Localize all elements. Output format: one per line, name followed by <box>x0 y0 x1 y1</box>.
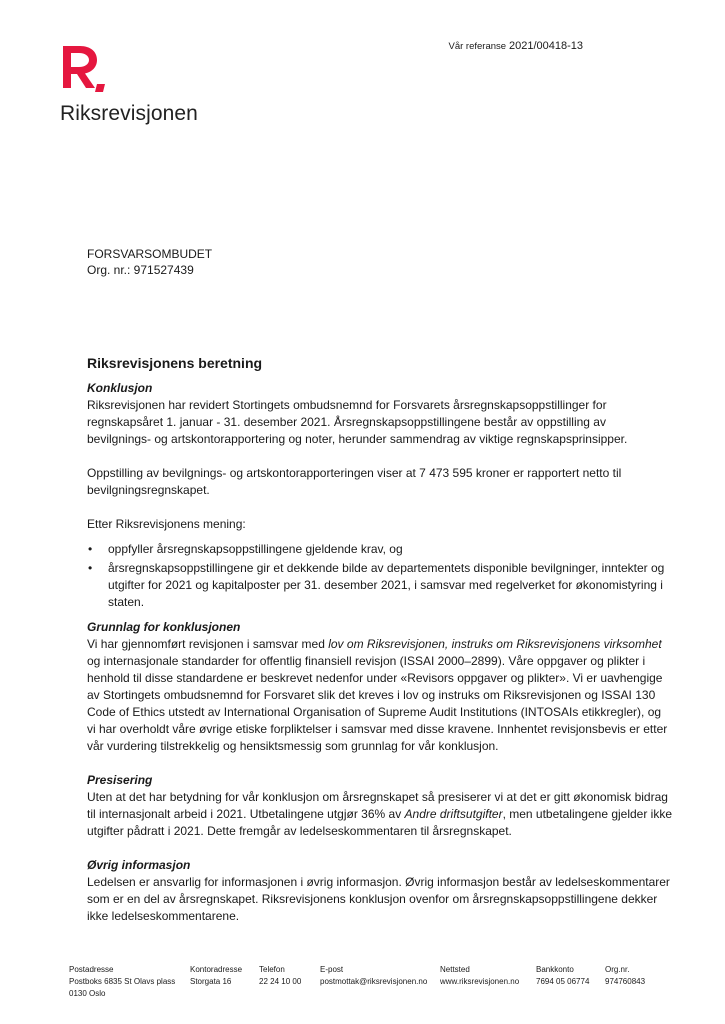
footer-orgnr: Org.nr. 974760843 <box>605 965 646 986</box>
footer-telefon: Telefon 22 24 10 00 <box>259 965 302 986</box>
recipient-org-nr: Org. nr.: 971527439 <box>87 263 194 277</box>
ovrig-paragraph: Ledelsen er ansvarlig for informasjonen i øvrig informasjon. Øvrig informasjon består av ledelseskommentarer som er en del av årsregnskapet. Riksrevisjonens konklusjon ovenfor om årsregnskapsoppstillingene dekker ikke ledelseskommentarene. <box>87 875 670 923</box>
recipient-block <box>87 246 212 278</box>
heading-ovrig-informasjon: Øvrig informasjon <box>87 858 191 872</box>
konklusjon-paragraph-1: Riksrevisjonen har revidert Stortingets ombudsnemnd for Forsvarets årsregnskapsoppstillinger for regnskapsåret 1. januar - 31. desember 2021. Årsregnskapsoppstillingene består av oppstilling av bevilgnings- og artskontorapportering og noter, herunder sammendrag av viktige regnskapsprinsipper. <box>87 398 628 446</box>
presisering-italic-term: Andre driftsutgifter <box>404 807 503 821</box>
footer-nettsted: Nettsted www.riksrevisjonen.no <box>440 965 520 986</box>
presisering-paragraph: Uten at det har betydning for vår konklusjon om årsregnskapet så presiserer vi at det er gitt økonomisk bidrag til internasjonalt arbeid i 2021. Utbetalingene utgjør 36% av Andre driftsutgifter, men utbetalingene gjelder ikke utgifter pådratt i 2021. Dette fremgår av ledelseskommentaren til årsregnskapet. <box>87 790 673 838</box>
footer-epost: E-post postmottak@riksrevisjonen.no <box>320 965 428 986</box>
logo-r-mark-icon <box>60 44 108 94</box>
grunnlag-italic-law: lov om Riksrevisjonen, instruks om Riksrevisjonens virksomhet <box>328 637 662 651</box>
logo-wordmark: Riksrevisjonen <box>60 102 198 125</box>
bullet-item: • årsregnskapsoppstillingene gir et dekkende bilde av departementets disponible bevilgninger, inntekter og utgifter for 2021 og kapitalposter per 31. desember 2021, i samsvar med regelverket for økonomistyring i staten. <box>88 561 665 609</box>
reference-value: 2021/00418-13 <box>508 40 583 52</box>
bullet-item: • oppfyller årsregnskapsoppstillingene gjeldende krav, og <box>88 542 403 556</box>
reference-label: Vår referanse <box>448 41 507 52</box>
bullet-dot-icon: • <box>88 561 93 575</box>
footer-bankkonto: Bankkonto 7694 05 06774 <box>536 965 590 986</box>
footer-postadresse: Postadresse Postboks 6835 St Olavs plass 0130 Oslo <box>69 965 176 998</box>
heading-presisering: Presisering <box>87 773 153 787</box>
heading-konklusjon: Konklusjon <box>87 381 153 395</box>
heading-grunnlag: Grunnlag for konklusjonen <box>87 620 241 634</box>
riksrevisjonen-logo <box>60 44 198 126</box>
konklusjon-paragraph-3: Etter Riksrevisjonens mening: <box>87 517 246 531</box>
recipient-name: FORSVARSOMBUDET <box>87 247 213 261</box>
grunnlag-paragraph: Vi har gjennomført revisjonen i samsvar med lov om Riksrevisjonen, instruks om Riksrevisjonens virksomhet og internasjonale standarder for offentlig finansiell revisjon (ISSAI 2000–2899). Våre oppgaver og plikter i henhold til disse standardene er beskrevet nedenfor under «Revisors oppgaver og plikter». Vi er uavhengige av Stortingets ombudsnemnd for Forsvaret slik det kreves i lov og instruks om Riksrevisjonen og ISSAI 130 Code of Ethics utstedt av International Organisation of Supreme Audit Institutions (INTOSAIs etikkregler), og vi har overholdt våre øvrige etiske forpliktelser i samsvar med disse kravene. Innhentet revisjonsbevis er etter vår vurdering tilstrekkelig og hensiktsmessig som grunnlag for vår konklusjon. <box>87 637 668 753</box>
konklusjon-bullet-list <box>87 541 673 611</box>
report-body <box>87 354 673 925</box>
reference-line <box>449 40 584 52</box>
report-title: Riksrevisjonens beretning <box>87 355 263 371</box>
konklusjon-paragraph-2: Oppstilling av bevilgnings- og artskontorapporteringen viser at 7 473 595 kroner er rapportert netto til bevilgningsregnskapet. <box>87 466 622 497</box>
footer-kontoradresse: Kontoradresse Storgata 16 <box>190 965 243 986</box>
bullet-dot-icon: • <box>88 542 93 556</box>
